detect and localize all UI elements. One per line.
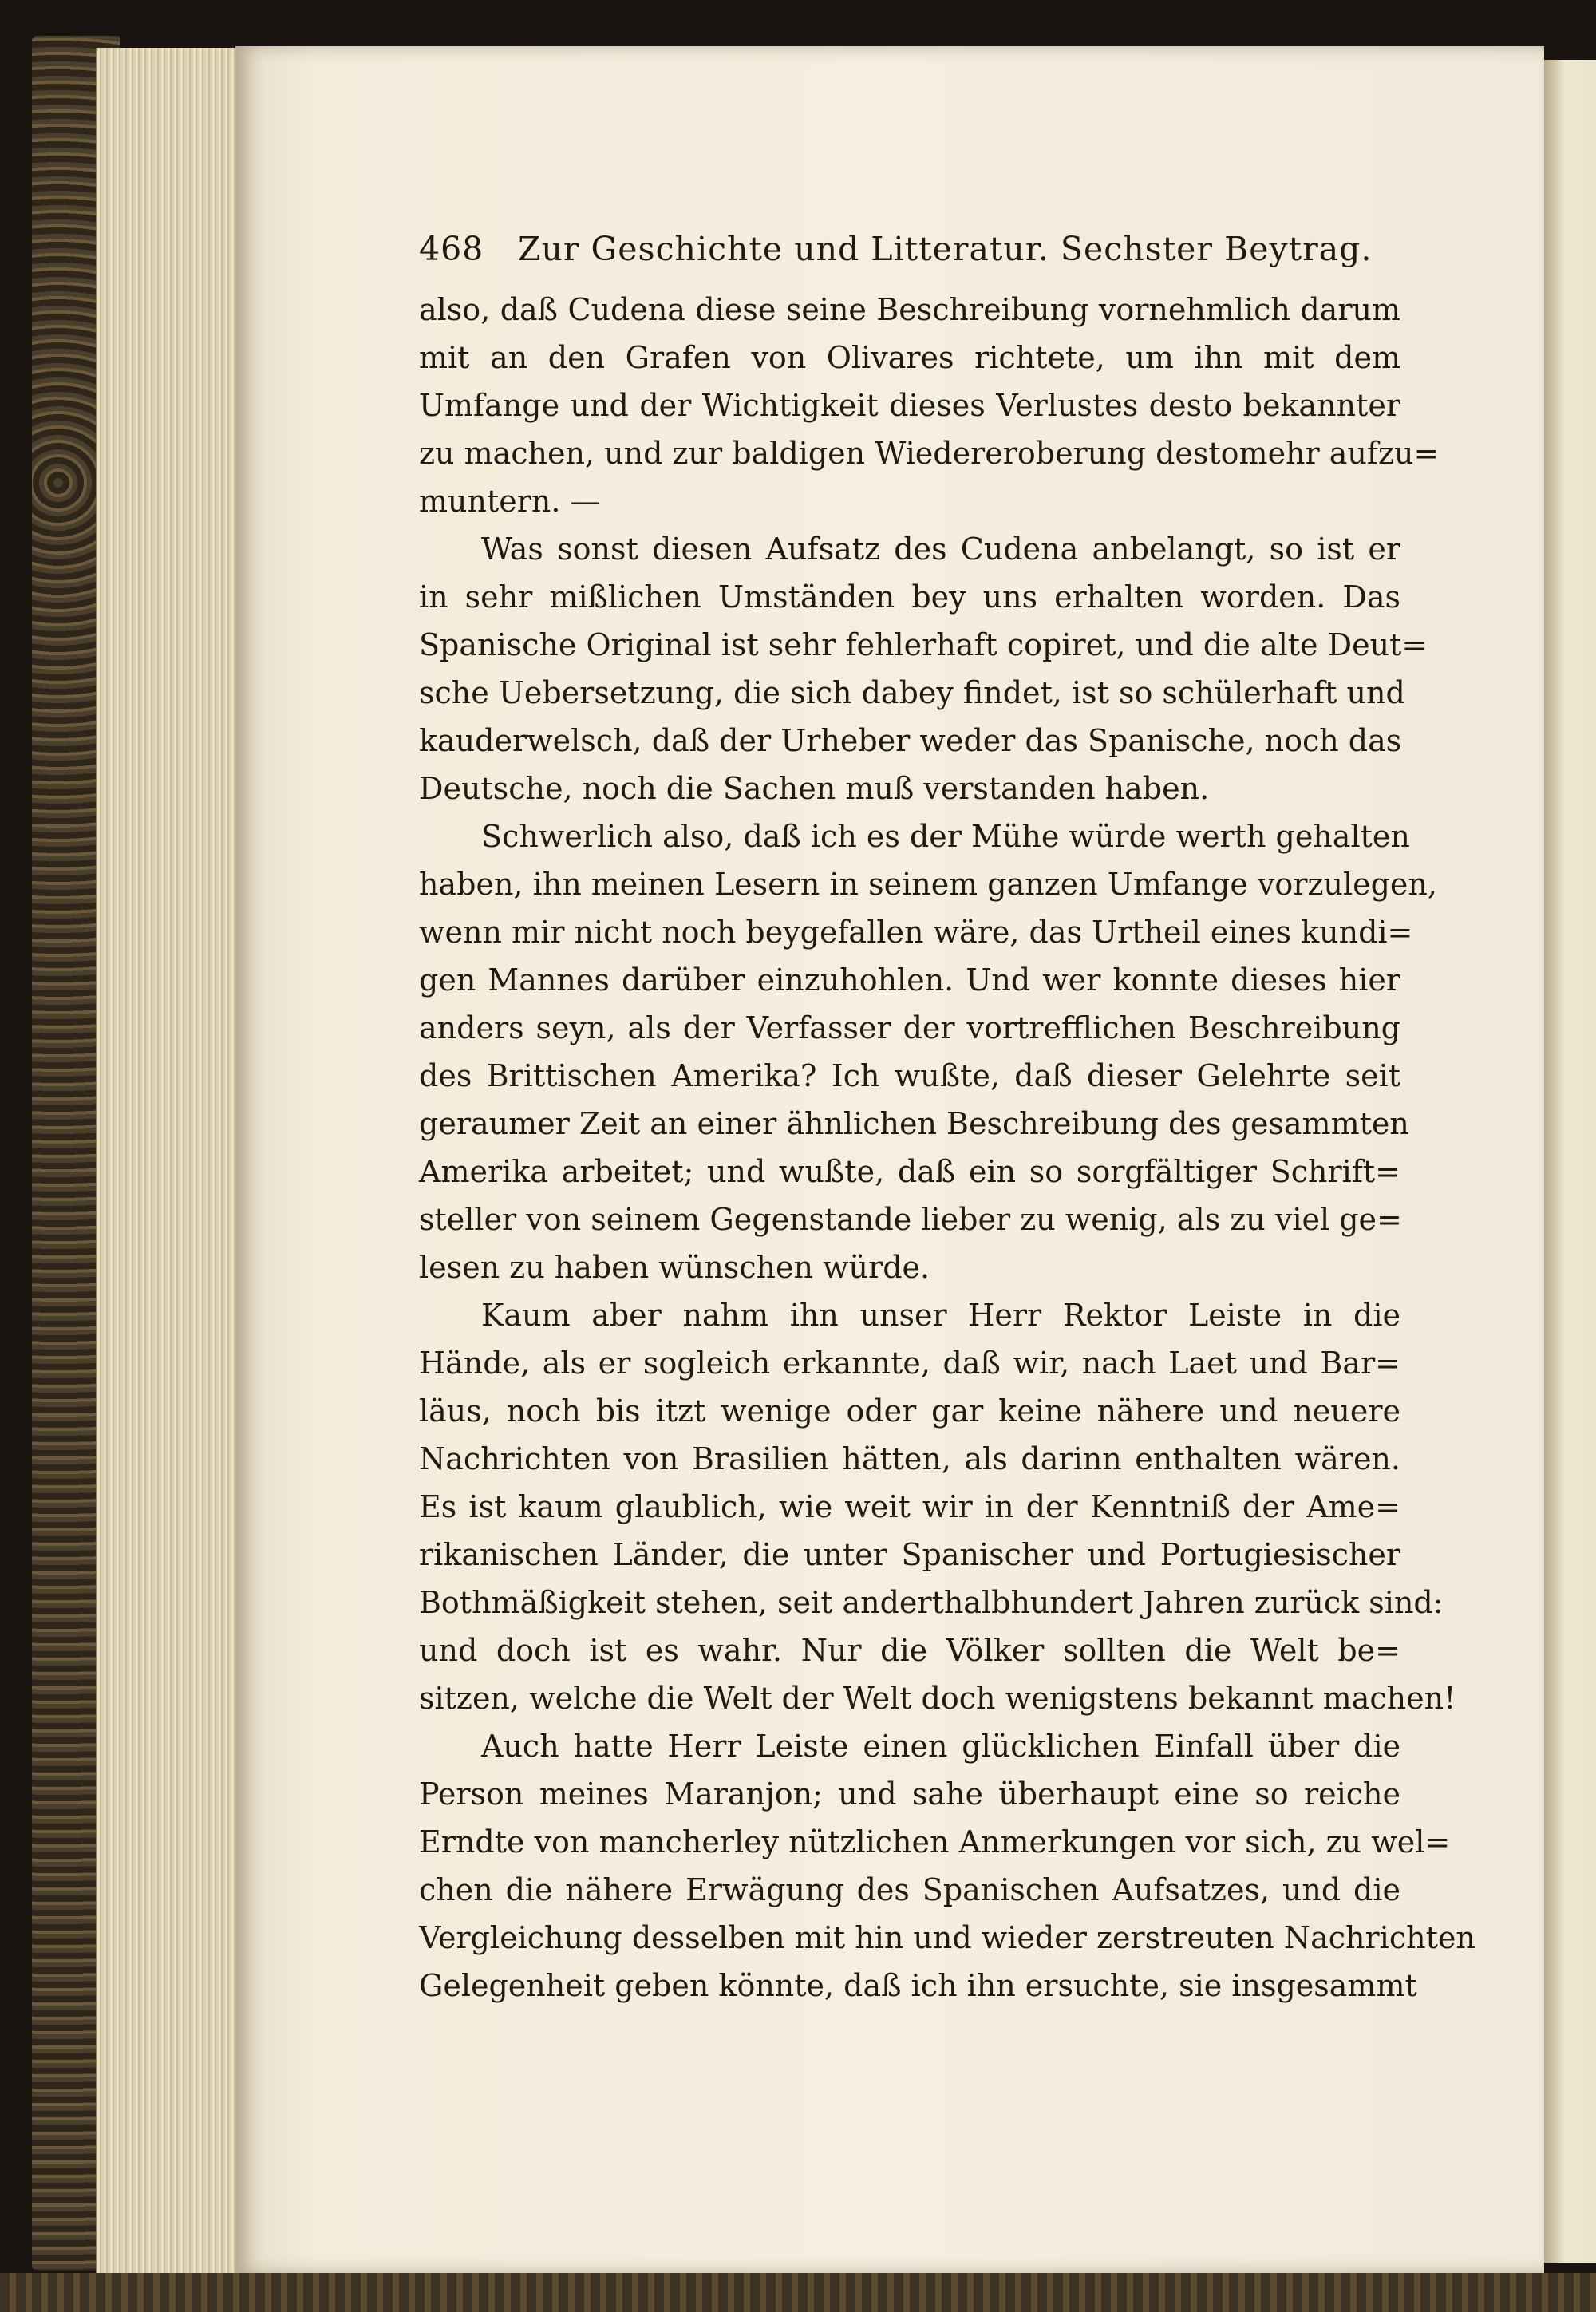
text-line: Vergleichung desselben mit hin und wieder zerstreuten Nachrichten [419, 1920, 1476, 1955]
text-line: Umfange und der Wichtigkeit dieses Verlustes desto bekannter [419, 388, 1400, 423]
cover-edge-bottom [0, 2273, 1596, 2312]
text-line: Hände, als er sogleich erkannte, daß wir, nach Laet und Bar= [419, 1346, 1400, 1381]
text-line: gen Mannes darüber einzuhohlen. Und wer konnte dieses hier [419, 962, 1400, 998]
text-line: muntern. — [419, 484, 601, 519]
text-line: sche Uebersetzung, die sich dabey findet, ist so schülerhaft und [419, 675, 1405, 710]
page-number: 468 [419, 230, 484, 268]
text-line: des Brittischen Amerika? Ich wußte, daß dieser Gelehrte seit [419, 1058, 1400, 1093]
text-line: lesen zu haben wünschen würde. [419, 1250, 930, 1285]
text-line: geraumer Zeit an einer ähnlichen Beschreibung des gesammten [419, 1106, 1409, 1141]
text-line: Kaum aber nahm ihn unser Herr Rektor Leiste in die [481, 1298, 1400, 1333]
text-line: kauderwelsch, daß der Urheber weder das Spanische, noch das [419, 723, 1402, 758]
book-page [235, 46, 1544, 2273]
text-line: wenn mir nicht noch beygefallen wäre, das Urtheil eines kundi= [419, 915, 1413, 950]
page-edges [96, 48, 241, 2274]
text-line: Deutsche, noch die Sachen muß verstanden haben. [419, 771, 1210, 806]
text-line: zu machen, und zur baldigen Wiedereroberung destomehr aufzu= [419, 436, 1440, 471]
text-line: also, daß Cudena diese seine Beschreibung vornehmlich darum [419, 292, 1400, 327]
text-line: anders seyn, als der Verfasser der vortrefflichen Beschreibung [419, 1010, 1400, 1045]
text-line: Spanische Original ist sehr fehlerhaft copiret, und die alte Deut= [419, 627, 1428, 662]
facing-page-edge [1544, 60, 1596, 2263]
text-line: mit an den Grafen von Olivares richtete, um ihn mit dem [419, 340, 1400, 375]
text-line: in sehr mißlichen Umständen bey uns erhalten worden. Das [419, 579, 1400, 615]
text-line: rikanischen Länder, die unter Spanischer und Portugiesischer [419, 1537, 1400, 1572]
text-block [419, 230, 1476, 2010]
text-line: steller von seinem Gegenstande lieber zu wenig, als zu viel ge= [419, 1202, 1402, 1237]
text-line: und doch ist es wahr. Nur die Völker sollten die Welt be= [419, 1633, 1400, 1668]
text-line: chen die nähere Erwägung des Spanischen Aufsatzes, und die [419, 1872, 1400, 1907]
text-line: Auch hatte Herr Leiste einen glücklichen Einfall über die [481, 1729, 1400, 1764]
text-line: Erndte von mancherley nützlichen Anmerkungen vor sich, zu wel= [419, 1824, 1451, 1859]
running-head [419, 230, 1400, 281]
running-head-title: Zur Geschichte und Litteratur. Sechster Beytrag. [518, 230, 1373, 268]
text-line: Amerika arbeitet; und wußte, daß ein so sorgfältiger Schrift= [419, 1154, 1400, 1189]
text-line: sitzen, welche die Welt der Welt doch wenigstens bekannt machen! [419, 1681, 1456, 1716]
text-line: haben, ihn meinen Lesern in seinem ganzen Umfange vorzulegen, [419, 867, 1437, 902]
text-line: Schwerlich also, daß ich es der Mühe würde werth gehalten [481, 819, 1410, 854]
text-line: läus, noch bis itzt wenige oder gar keine nähere und neuere [419, 1393, 1400, 1429]
text-line: Was sonst diesen Aufsatz des Cudena anbelangt, so ist er [481, 532, 1400, 567]
text-line: Bothmäßigkeit stehen, seit anderthalbhundert Jahren zurück sind: [419, 1585, 1444, 1620]
text-line: Es ist kaum glaublich, wie weit wir in der Kenntniß der Ame= [419, 1489, 1400, 1524]
body-text [419, 286, 1476, 2010]
text-line: Person meines Maranjon; und sahe überhaupt eine so reiche [419, 1776, 1400, 1812]
text-line: Gelegenheit geben könnte, daß ich ihn ersuchte, sie insgesammt [419, 1968, 1417, 2003]
text-line: Nachrichten von Brasilien hätten, als darinn enthalten wären. [419, 1441, 1400, 1476]
